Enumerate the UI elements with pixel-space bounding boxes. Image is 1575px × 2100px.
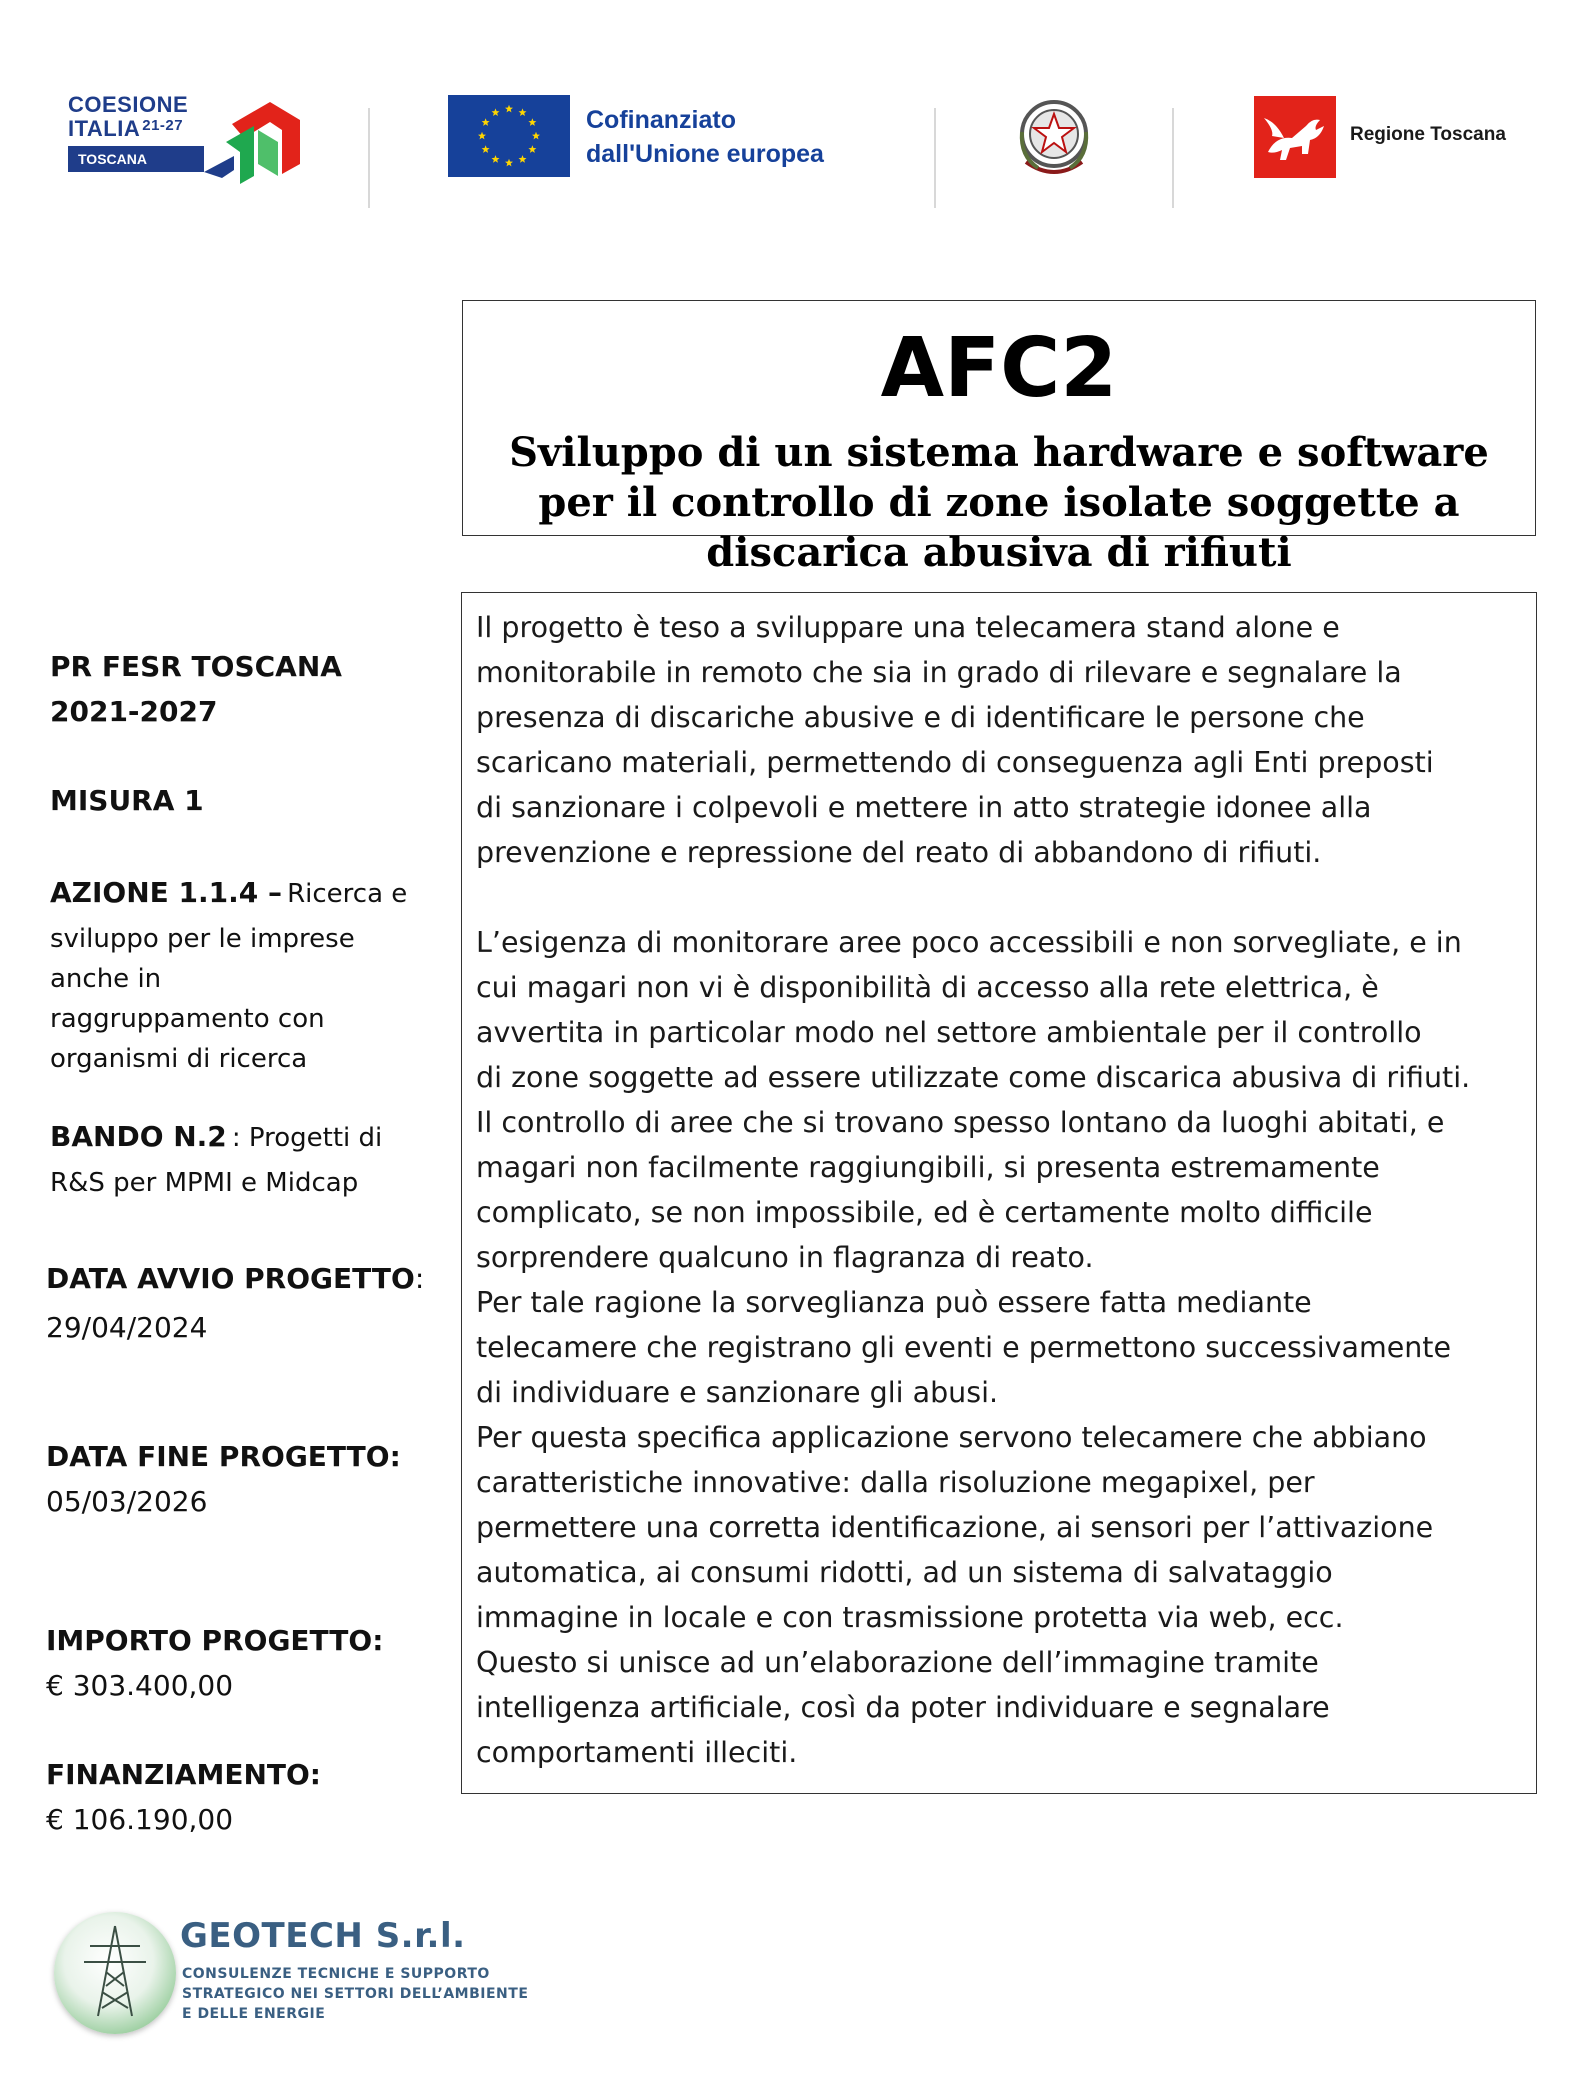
description-line: sorprendere qualcuno in flagranza di reato. bbox=[476, 1241, 1094, 1274]
description-line: Questo si unisce ad un’elaborazione dell’immagine tramite bbox=[476, 1646, 1319, 1679]
project-subtitle bbox=[462, 428, 1536, 578]
avvio-label-line bbox=[46, 1256, 424, 1305]
geotech-company-name: GEOTECH S.r.l. bbox=[180, 1916, 466, 1956]
eu-star-icon bbox=[519, 155, 527, 163]
pegasus-icon bbox=[1254, 96, 1336, 178]
description-line: avvertita in particolar modo nel settore ambientale per il controllo bbox=[476, 1016, 1422, 1049]
regione-toscana-logo bbox=[1254, 96, 1544, 178]
bando-text: : Progetti di bbox=[231, 1123, 383, 1153]
eu-star-icon bbox=[482, 118, 490, 126]
eu-star-icon bbox=[505, 105, 513, 113]
geotech-pylon-logo-icon bbox=[54, 1912, 176, 2034]
paragraph-gap bbox=[476, 875, 1522, 920]
description-line: scaricano materiali, permettendo di conseguenza agli Enti preposti bbox=[476, 746, 1434, 779]
description-line: intelligenza artificiale, così da poter individuare e segnalare bbox=[476, 1691, 1330, 1724]
coesione-arrow-icon bbox=[192, 94, 302, 184]
coesione-italia-logo bbox=[68, 92, 308, 184]
eu-star-icon bbox=[532, 132, 540, 140]
tagline-line: STRATEGICO NEI SETTORI DELL’AMBIENTE bbox=[182, 1986, 529, 2002]
eu-cofinanced-logo bbox=[448, 95, 868, 177]
program-line2: 2021-2027 bbox=[50, 695, 218, 728]
coesione-italia-text: ITALIA bbox=[68, 116, 141, 141]
eu-star-icon bbox=[528, 145, 536, 153]
coesione-years: 21-27 bbox=[142, 117, 184, 134]
description-line: Per questa specifica applicazione servono telecamere che abbiano bbox=[476, 1421, 1427, 1454]
coesione-region-badge: TOSCANA bbox=[68, 146, 204, 172]
bando-first-line bbox=[50, 1114, 382, 1163]
finanziamento-label: FINANZIAMENTO: bbox=[46, 1758, 321, 1791]
fine-info bbox=[46, 1434, 401, 1524]
avvio-info bbox=[46, 1256, 424, 1350]
coesione-line2 bbox=[68, 118, 183, 140]
importo-value: € 303.400,00 bbox=[46, 1669, 234, 1702]
project-code: AFC2 bbox=[880, 321, 1118, 416]
eu-text-line1: Cofinanziato bbox=[586, 106, 736, 134]
fine-value: 05/03/2026 bbox=[46, 1485, 208, 1518]
eu-star-icon bbox=[528, 118, 536, 126]
importo-label: IMPORTO PROGETTO: bbox=[46, 1624, 384, 1657]
description-line: comportamenti illeciti. bbox=[476, 1736, 798, 1769]
description-line: L’esigenza di monitorare aree poco accessibili e non sorvegliate, e in bbox=[476, 926, 1462, 959]
azione-text-line: anche in bbox=[50, 964, 162, 994]
description-line: caratteristiche innovative: dalla risoluzione megapixel, per bbox=[476, 1466, 1315, 1499]
importo-info bbox=[46, 1618, 383, 1708]
geotech-tagline bbox=[182, 1964, 528, 2024]
description-line: immagine in locale e con trasmissione protetta via web, ecc. bbox=[476, 1601, 1344, 1634]
eu-stars-icon bbox=[448, 95, 570, 177]
description-line: di individuare e sanzionare gli abusi. bbox=[476, 1376, 999, 1409]
description-line: prevenzione e repressione del reato di abbandono di rifiuti. bbox=[476, 836, 1322, 869]
bando-text-line: R&S per MPMI e Midcap bbox=[50, 1168, 359, 1198]
description-line: cui magari non vi è disponibilità di accesso alla rete elettrica, è bbox=[476, 971, 1379, 1004]
description-line: telecamere che registrano gli eventi e permettono successivamente bbox=[476, 1331, 1452, 1364]
program-line1: PR FESR TOSCANA bbox=[50, 650, 342, 683]
eu-star-icon bbox=[519, 108, 527, 116]
coesione-line1: COESIONE bbox=[68, 92, 189, 117]
subtitle-line: discarica abusiva di rifiuti bbox=[706, 529, 1292, 576]
regione-toscana-label: Regione Toscana bbox=[1350, 124, 1506, 145]
finanziamento-info bbox=[46, 1752, 321, 1842]
subtitle-line: per il controllo di zone isolate soggette a bbox=[538, 479, 1460, 526]
description-line: monitorabile in remoto che sia in grado di rilevare e segnalare la bbox=[476, 656, 1402, 689]
eu-star-icon bbox=[482, 145, 490, 153]
eu-star-icon bbox=[492, 155, 500, 163]
project-description bbox=[461, 592, 1537, 1794]
avvio-colon: : bbox=[414, 1262, 425, 1295]
eu-star-icon bbox=[492, 108, 500, 116]
header-divider bbox=[934, 108, 936, 208]
eu-star-icon bbox=[478, 132, 486, 140]
azione-text-line: sviluppo per le imprese bbox=[50, 924, 355, 954]
misura-label: MISURA 1 bbox=[50, 784, 204, 817]
eu-flag-icon bbox=[448, 95, 570, 177]
bando-info bbox=[50, 1114, 382, 1203]
azione-text-line: raggruppamento con bbox=[50, 1004, 325, 1034]
description-line: Il progetto è teso a sviluppare una telecamera stand alone e bbox=[476, 611, 1340, 644]
avvio-label: DATA AVVIO PROGETTO bbox=[46, 1262, 415, 1295]
eu-star-icon bbox=[505, 159, 513, 167]
header-divider bbox=[1172, 108, 1174, 208]
azione-text-line: organismi di ricerca bbox=[50, 1044, 308, 1074]
italian-republic-emblem-icon bbox=[1012, 92, 1096, 184]
tagline-line: CONSULENZE TECNICHE E SUPPORTO bbox=[182, 1966, 490, 1982]
description-line: presenza di discariche abusive e di identificare le persone che bbox=[476, 701, 1365, 734]
azione-info bbox=[50, 870, 407, 1079]
description-line: di sanzionare i colpevoli e mettere in atto strategie idonee alla bbox=[476, 791, 1372, 824]
description-line: magari non facilmente raggiungibili, si presenta estremamente bbox=[476, 1151, 1380, 1184]
description-line: permettere una corretta identificazione, ai sensori per l’attivazione bbox=[476, 1511, 1434, 1544]
fine-label: DATA FINE PROGETTO: bbox=[46, 1440, 401, 1473]
azione-first-line bbox=[50, 870, 407, 919]
program-info bbox=[50, 644, 342, 734]
subtitle-line: Sviluppo di un sistema hardware e software bbox=[509, 429, 1489, 476]
bando-label: BANDO N.2 bbox=[50, 1120, 227, 1153]
finanziamento-value: € 106.190,00 bbox=[46, 1803, 234, 1836]
description-line: complicato, se non impossibile, ed è certamente molto difficile bbox=[476, 1196, 1373, 1229]
header-divider bbox=[368, 108, 370, 208]
azione-label: AZIONE 1.1.4 – bbox=[50, 876, 282, 909]
description-line: Il controllo di aree che si trovano spesso lontano da luoghi abitati, e bbox=[476, 1106, 1445, 1139]
eu-text bbox=[586, 103, 824, 171]
tagline-line: E DELLE ENERGIE bbox=[182, 2006, 326, 2022]
azione-text: Ricerca e bbox=[287, 879, 408, 909]
eu-text-line2: dall'Unione europea bbox=[586, 140, 824, 168]
description-line: Per tale ragione la sorveglianza può essere fatta mediante bbox=[476, 1286, 1312, 1319]
avvio-value: 29/04/2024 bbox=[46, 1311, 208, 1344]
description-line: di zone soggette ad essere utilizzate come discarica abusiva di rifiuti. bbox=[476, 1061, 1471, 1094]
description-line: automatica, ai consumi ridotti, ad un sistema di salvataggio bbox=[476, 1556, 1333, 1589]
